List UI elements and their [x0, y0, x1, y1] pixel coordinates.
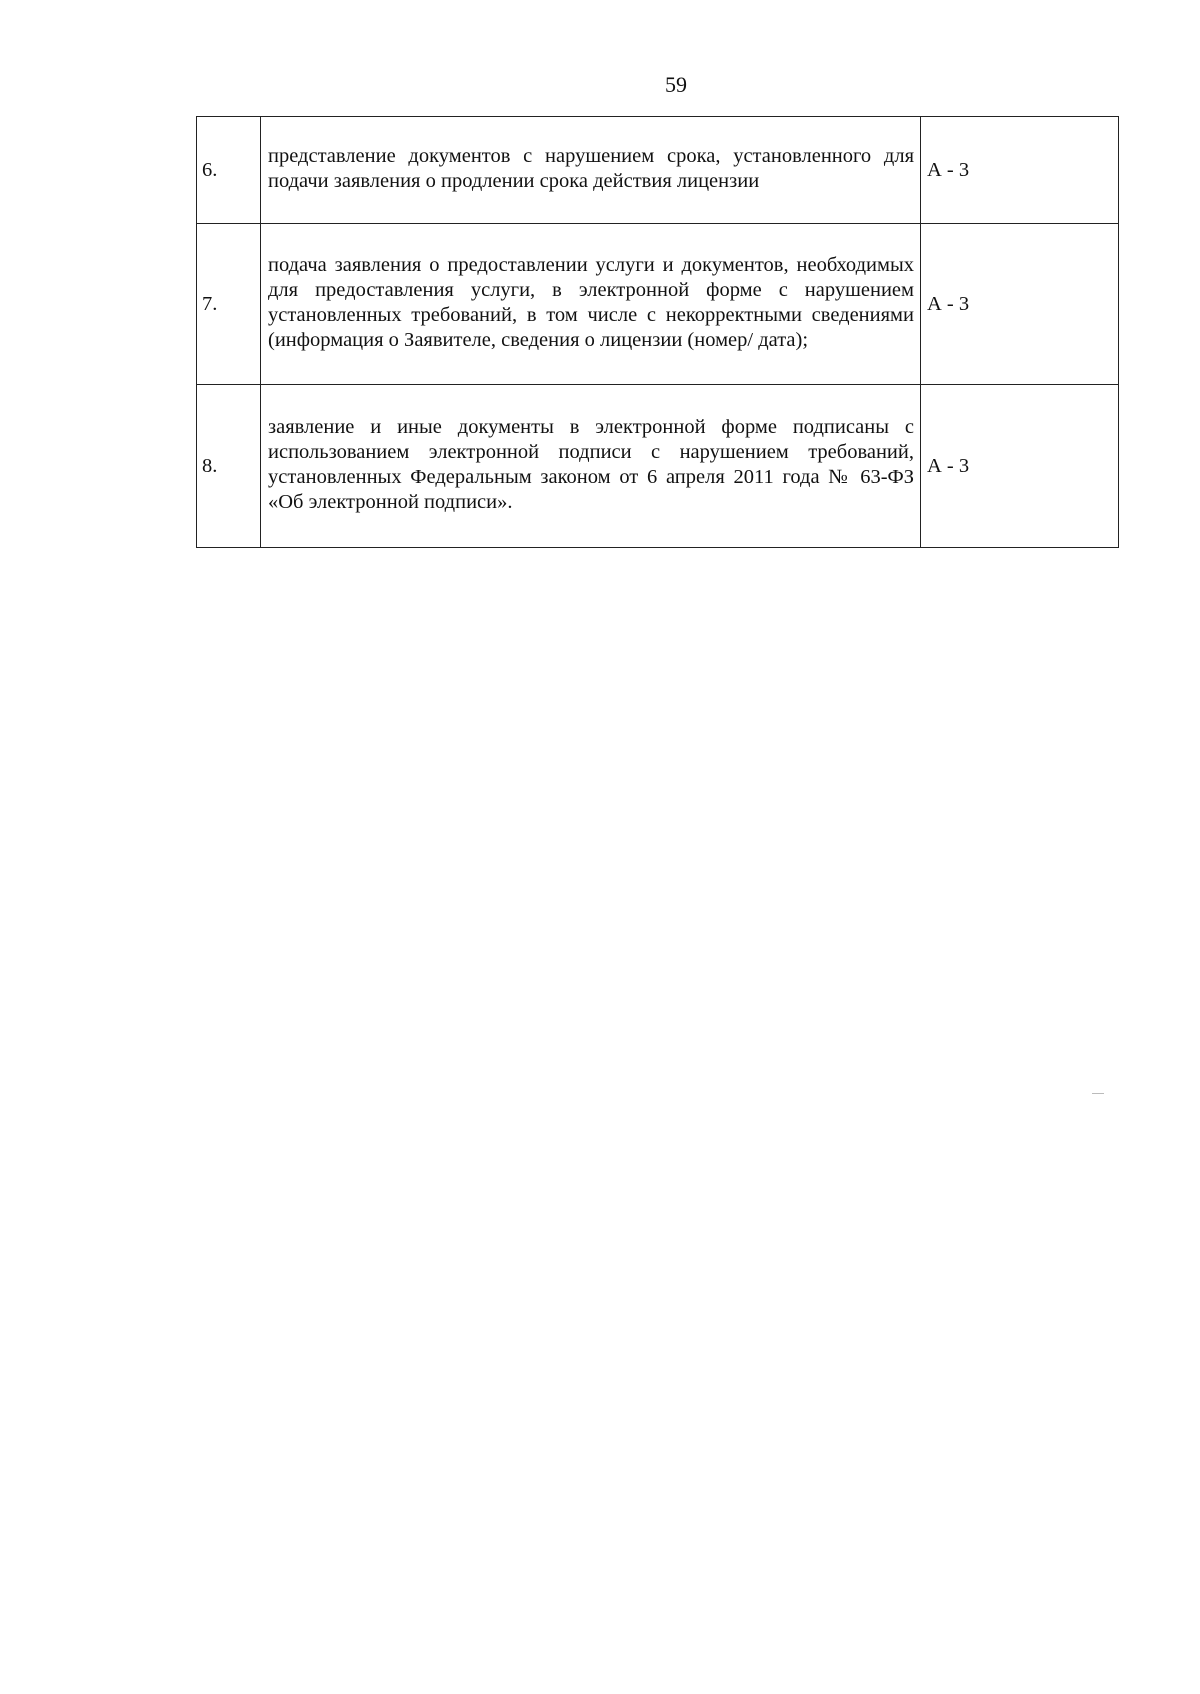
- row-description: заявление и иные документы в электронной форме подписаны с использованием электронной подписи с нарушением требований, установленных Федеральным законом от 6 апреля 2011 года № 63-ФЗ «Об электронной подписи».: [261, 385, 921, 548]
- table-row: [197, 224, 1119, 385]
- row-number: 8.: [197, 385, 261, 548]
- table-row: [197, 117, 1119, 224]
- row-code: А - 3: [921, 224, 1119, 385]
- scan-artifact: [1092, 1093, 1104, 1094]
- table-row: [197, 385, 1119, 548]
- row-description: подача заявления о предоставлении услуги и документов, необходимых для предоставления услуги, в электронной форме с нарушением установленных требований, в том числе с некорректными сведениями (информация о Заявителе, сведения о лицензии (номер/ дата);: [261, 224, 921, 385]
- row-number: 7.: [197, 224, 261, 385]
- row-number: 6.: [197, 117, 261, 224]
- row-code: А - 3: [921, 117, 1119, 224]
- violations-table: [196, 116, 1119, 548]
- row-code: А - 3: [921, 385, 1119, 548]
- row-description: представление документов с нарушением срока, установленного для подачи заявления о продлении срока действия лицензии: [261, 117, 921, 224]
- page-number: 59: [665, 72, 687, 97]
